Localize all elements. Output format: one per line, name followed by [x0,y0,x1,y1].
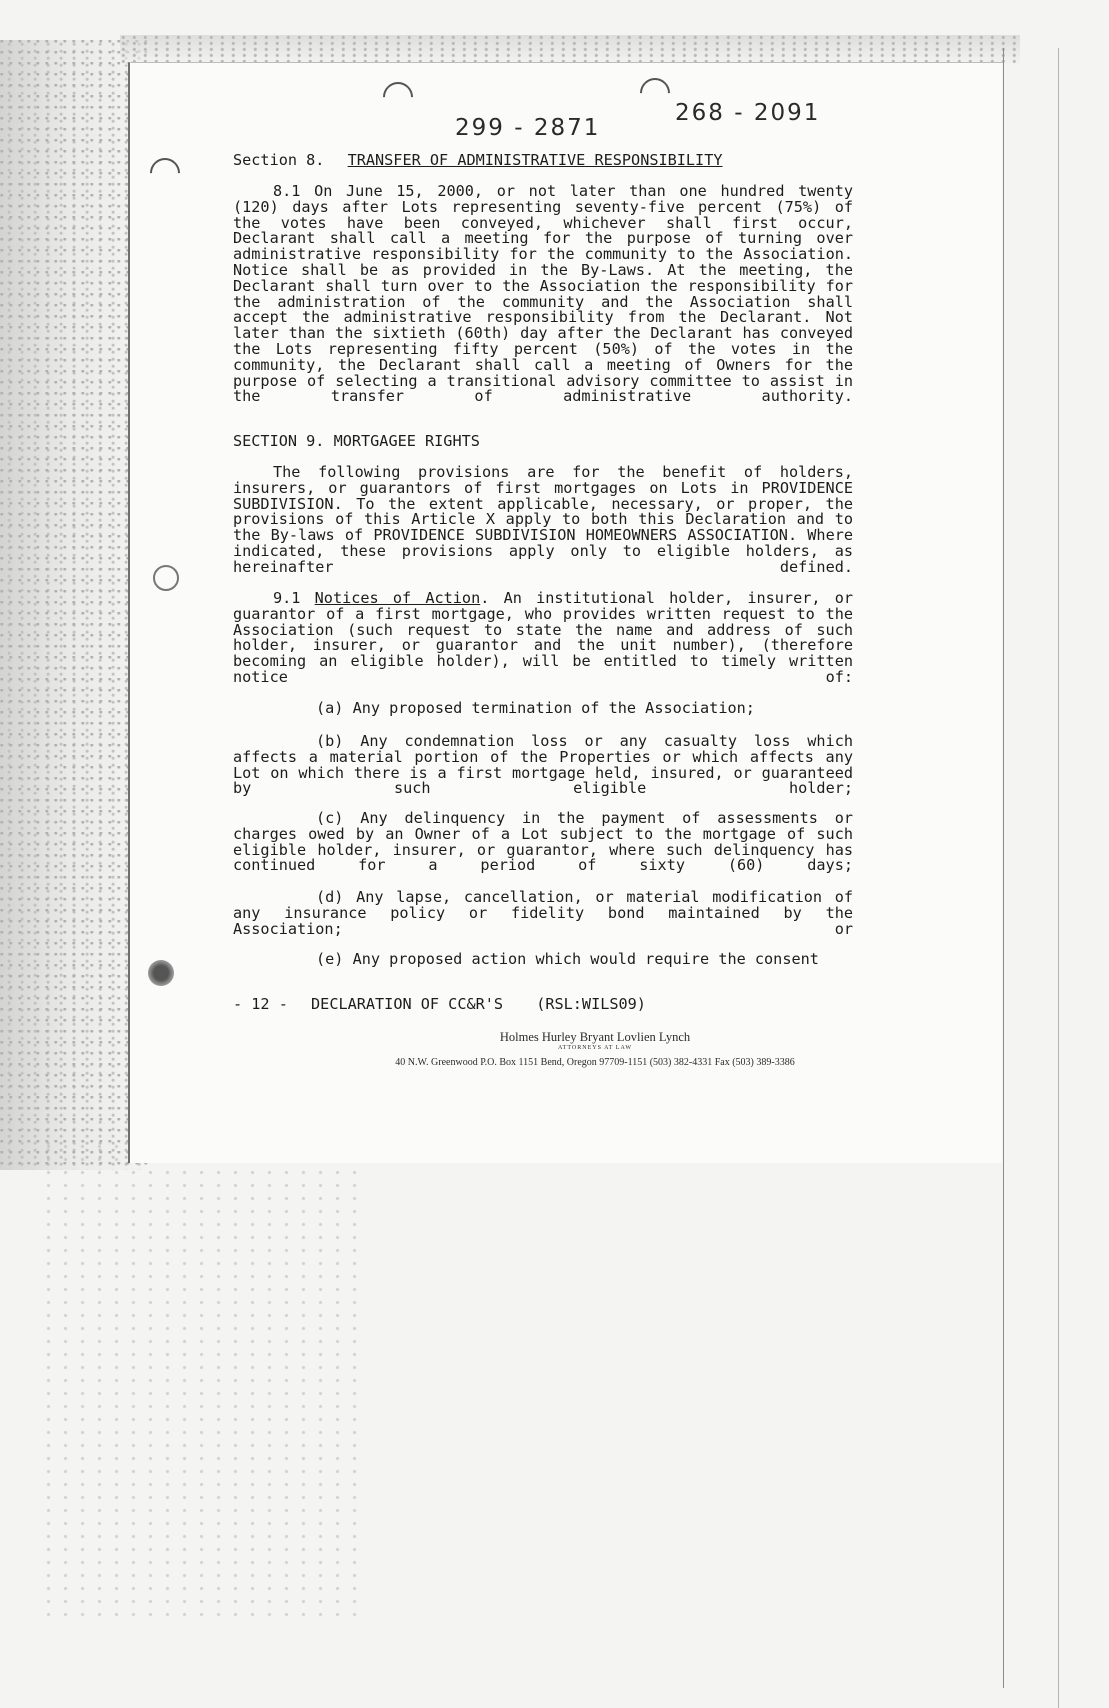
recording-stamp-left: 299 - 2871 [455,115,601,141]
document-reference: (RSL:WILS09) [536,995,646,1013]
list-item-e: (e) Any proposed action which would require the consent [316,950,819,968]
paragraph-8-1: 8.1 On June 15, 2000, or not later than one hundred twenty (120) days after Lots representing seventy-five percent (75%) of the votes have been conveyed, whichever shall first occur, Declarant shall call a meeting for the purpose of turning over administrative responsibility for the community to the Association. Notice shall be as provided in the By-Laws. At the meeting, the Declarant shall turn over to the Association the responsibility for the administration of the community and the Association shall accept the administrative responsibility from the Declarant. Not later than the sixtieth (60th) day after the Declarant has conveyed the Lots representing fifty percent (50%) of the votes in the community, the Declarant shall call a meeting of Owners for the purpose of selecting a transitional advisory committee to assist in the transfer of administrative authority. [233,182,853,406]
list-item-c: (c) Any delinquency in the payment of assessments or charges owed by an Owner of a Lot subject to the mortgage of such eligible holder, insurer, or guarantor, where such delinquency has continued for a period of sixty (60) days; [233,809,853,875]
section-9-intro: The following provisions are for the benefit of holders, insurers, or guarantors of first mortgages on Lots in PROVIDENCE SUBDIVISION. To the extent applicable, necessary, or proper, the provisions of this Article X apply to both this Declaration and to the By-laws of PROVIDENCE SUBDIVISION HOMEOWNERS ASSOCIATION. Where indicated, these provisions apply only to eligible holders, as hereinafter defined. [233,463,853,576]
paragraph-9-1-number: 9.1 [273,589,301,607]
firm-subtitle: ATTORNEYS AT LAW [558,1045,632,1051]
binder-hole [148,960,174,986]
firm-name-text: Holmes Hurley Bryant Lovlien Lynch [499,1030,691,1044]
page-footer [233,995,646,1013]
paragraph-9-1-title: Notices of Action [314,589,481,607]
section-8-heading [233,151,722,169]
underlying-page-edge [1058,48,1059,1708]
scan-shadow-bottom [40,1140,360,1620]
section-9-heading: SECTION 9. MORTGAGEE RIGHTS [233,432,480,450]
paragraph-9-1 [233,591,853,686]
paragraph-9-1-text: . An institutional holder, insurer, or guarantor of a first mortgage, who provides written request to the Association (such request to state the name and address of such holder, insurer, or guarantor and the unit number), (therefore becoming an eligible holder), will be entitled to timely written notice of: [233,589,853,686]
firm-address: 40 N.W. Greenwood P.O. Box 1151 Bend, Oregon 97709-1151 (503) 382-4331 Fax (503) 389-3386 [395,1057,795,1068]
section-8-title: TRANSFER OF ADMINISTRATIVE RESPONSIBILITY [347,151,723,169]
firm-name [300,1030,890,1045]
list-item-b: (b) Any condemnation loss or any casualty loss which affects a material portion of the Properties or which affects any Lot on which there is a first mortgage held, insured, or guaranteed by such eligible holder; [233,732,853,798]
document-title: DECLARATION OF CC&R'S [311,995,504,1013]
list-item-a: (a) Any proposed termination of the Association; [316,699,755,717]
page-number: - 12 - [233,995,288,1013]
recording-stamp-right: 268 - 2091 [675,100,821,126]
section-8-number: Section 8. [233,151,325,169]
list-item-d: (d) Any lapse, cancellation, or material modification of any insurance policy or fidelity bond maintained by the Association; or [233,888,853,938]
page-right-edge [1003,48,1004,1688]
scan-edge-top [120,35,1020,65]
binder-hole [153,565,179,591]
